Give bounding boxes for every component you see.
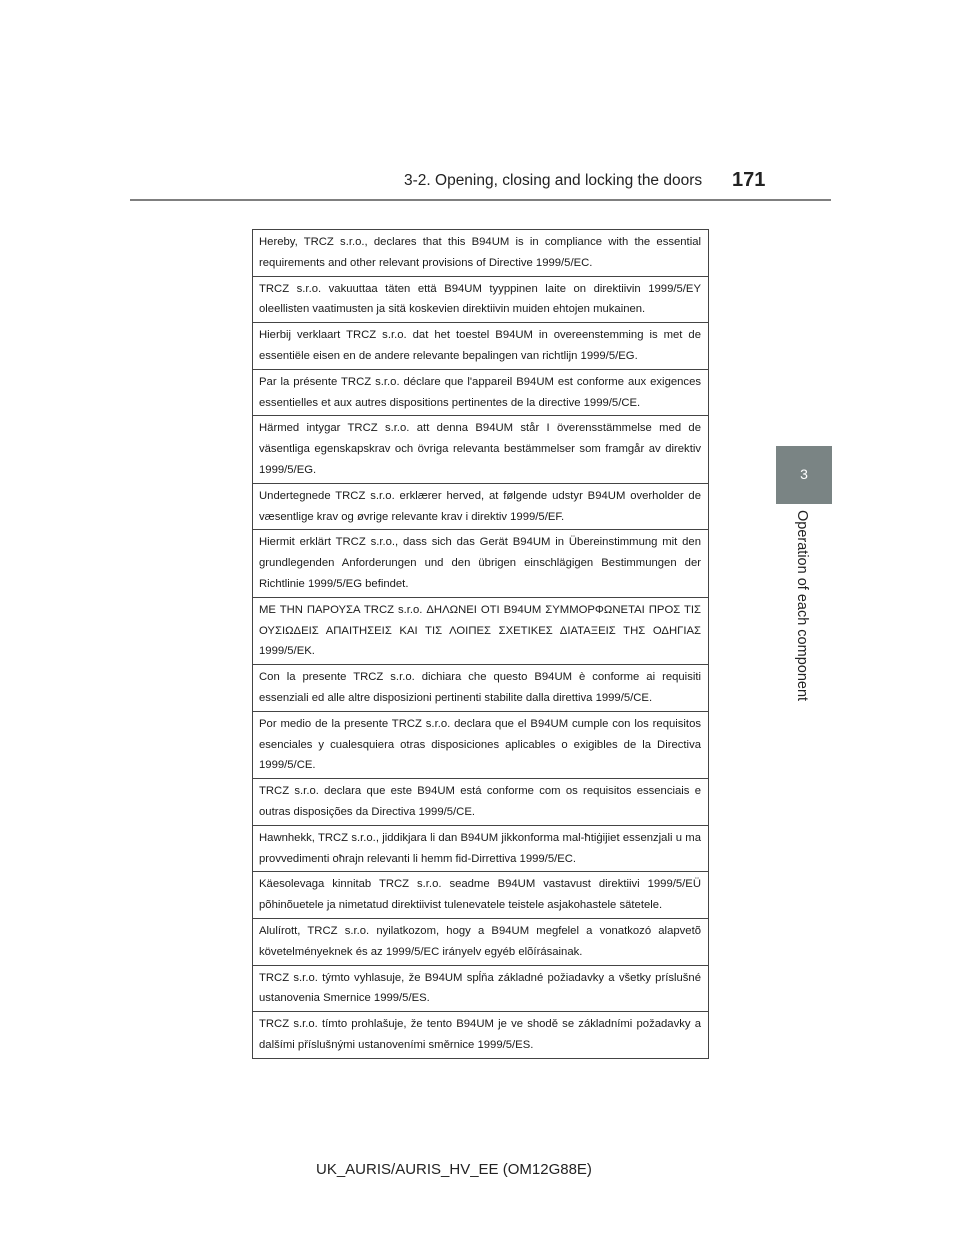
chapter-tab — [776, 446, 832, 504]
declaration-table — [252, 229, 709, 1059]
declaration-row-portuguese: TRCZ s.r.o. declara que este B94UM está conforme com os requisitos essenciais e outras disposições da Directiva 1999/5/CE. — [253, 779, 708, 826]
declaration-row-german: Hiermit erklärt TRCZ s.r.o., dass sich das Gerät B94UM in Übereinstimmung mit den grundlegenden Anforderungen und den übrigen einschlägigen Bestimmungen der Richtlinie 1999/5/EG befindet. — [253, 530, 708, 597]
header-divider — [130, 199, 831, 201]
declaration-row-spanish: Por medio de la presente TRCZ s.r.o. declara que el B94UM cumple con los requisitos esenciales y cualesquiera otras disposiciones aplicables o exigibles de la Directiva 1999/5/CE. — [253, 712, 708, 779]
document-code: UK_AURIS/AURIS_HV_EE (OM12G88E) — [316, 1161, 592, 1178]
declaration-row-italian: Con la presente TRCZ s.r.o. dichiara che questo B94UM è conforme ai requisiti essenziali ed alle altre disposizioni pertinenti stabilite dalla direttiva 1999/5/CE. — [253, 665, 708, 712]
declaration-row-finnish: TRCZ s.r.o. vakuuttaa täten että B94UM tyyppinen laite on direktiivin 1999/5/EY oleellisten vaatimusten ja sitä koskevien direktiivin muiden ehtojen mukainen. — [253, 277, 708, 324]
declaration-row-slovak: TRCZ s.r.o. týmto vyhlasuje, že B94UM spĺňa základné požiadavky a všetky príslušné ustanovenia Smernice 1999/5/ES. — [253, 966, 708, 1013]
declaration-row-english: Hereby, TRCZ s.r.o., declares that this B94UM is in compliance with the essential requirements and other relevant provisions of Directive 1999/5/EC. — [253, 230, 708, 277]
chapter-number: 3 — [800, 466, 808, 482]
declaration-row-czech: TRCZ s.r.o. tímto prohlašuje, že tento B94UM je ve shodě se základními požadavky a dalšími příslušnými ustanoveními směrnice 1999/5/ES. — [253, 1012, 708, 1059]
declaration-row-greek: ΜΕ ΤΗΝ ΠΑΡΟΥΣΑ TRCZ s.r.o. ΔΗΛΩΝΕΙ ΟΤΙ B94UM ΣΥΜΜΟΡΦΩΝΕΤΑΙ ΠΡΟΣ ΤΙΣ ΟΥΣΙΩΔΕΙΣ ΑΠΑΙΤΗΣΕΙΣ ΚΑΙ ΤΙΣ ΛΟΙΠΕΣ ΣΧΕΤΙΚΕΣ ΔΙΑΤΑΞΕΙΣ ΤΗΣ ΟΔΗΓΙΑΣ 1999/5/ΕΚ. — [253, 598, 708, 665]
declaration-row-estonian: Käesolevaga kinnitab TRCZ s.r.o. seadme B94UM vastavust direktiivi 1999/5/EÜ põhinõuetele ja nimetatud direktiivist tulenevatele teistele asjakohastele sätetele. — [253, 872, 708, 919]
section-title: 3-2. Opening, closing and locking the doors — [404, 172, 703, 189]
declaration-row-swedish: Härmed intygar TRCZ s.r.o. att denna B94UM står I överensstämmelse med de väsentliga egenskapskrav och övriga relevanta bestämmelser som framgår av direktiv 1999/5/EG. — [253, 416, 708, 483]
declaration-row-dutch: Hierbij verklaart TRCZ s.r.o. dat het toestel B94UM in overeenstemming is met de essentiële eisen en de andere relevante bepalingen van richtlijn 1999/5/EG. — [253, 323, 708, 370]
page-number: 171 — [732, 169, 766, 191]
chapter-label: Operation of each component — [794, 510, 810, 702]
declaration-row-danish: Undertegnede TRCZ s.r.o. erklærer herved, at følgende udstyr B94UM overholder de væsentlige krav og øvrige relevante krav i direktiv 1999/5/EF. — [253, 484, 708, 531]
declaration-row-hungarian: Alulírott, TRCZ s.r.o. nyilatkozom, hogy a B94UM megfelel a vonatkozó alapvetõ követelményeknek és az 1999/5/EC irányelv egyéb elõírásainak. — [253, 919, 708, 966]
declaration-row-maltese: Hawnhekk, TRCZ s.r.o., jiddikjara li dan B94UM jikkonforma mal-ħtiġijiet essenzjali u ma provvedimenti oħrajn relevanti li hemm fid-Dirrettiva 1999/5/EC. — [253, 826, 708, 873]
declaration-row-french: Par la présente TRCZ s.r.o. déclare que l'appareil B94UM est conforme aux exigences essentielles et aux autres dispositions pertinentes de la directive 1999/5/CE. — [253, 370, 708, 417]
